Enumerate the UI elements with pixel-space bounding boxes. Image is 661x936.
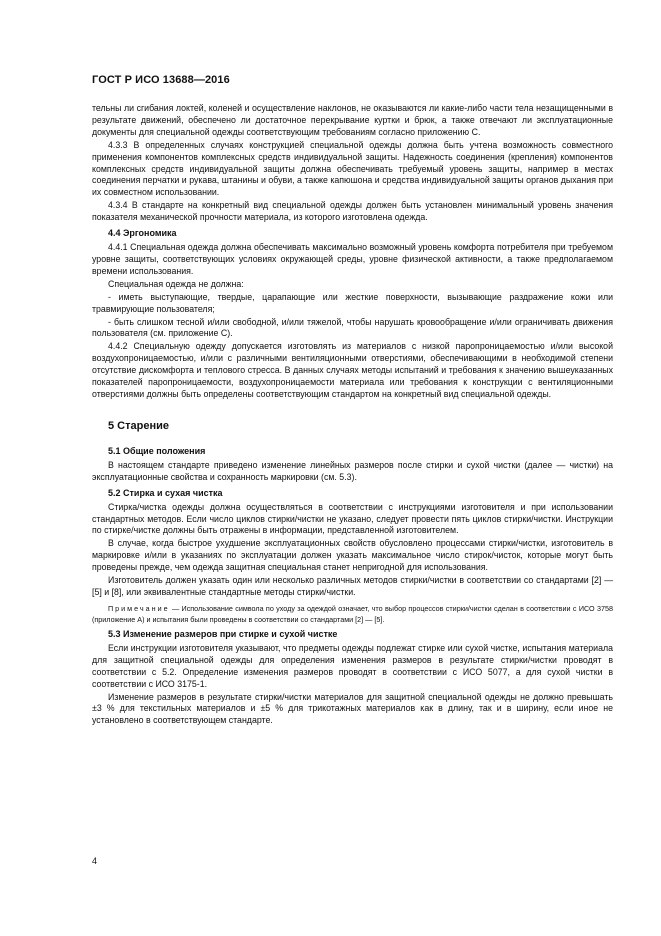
document-body (92, 103, 613, 728)
paragraph-5-2-c: Изготовитель должен указать один или несколько различных методов стирки/чистки в соответствии со стандартами [2] — [5] и [8], или эквивалентные стандартные методы стирки/чистки. (92, 575, 613, 597)
section-heading-5-2: 5.2 Стирка и сухая чистка (108, 487, 223, 498)
section-heading-4-4: 4.4 Эргономика (108, 228, 177, 239)
paragraph-4-3-3: 4.3.3 В определенных случаях конструкцией специальной одежды должна быть учтена возможность совместного применения компонентов комплексных средств индивидуальной защиты. Надежность соединения (крепления) компонентов комплексных средств индивидуальной защиты должна обеспечивать требуемый уровень защиты, например в местах соединения перчатки и рукава, штанины и обуви, а также капюшона и средства индивидуальной защиты органов дыхания при их совместном использовании. (92, 139, 613, 198)
note-text: — Использование символа по уходу за одеждой означает, что выбор процессов стирки/чистки сделан в соответствии с ИСО 3758 (приложение А) и испытания были проведены в соответствии со стандартами [2] — [5]. (92, 603, 613, 624)
paragraph-4-3-4: 4.3.4 В стандарте на конкретный вид специальной одежды должен быть установлен минимальный уровень значения показателя механической прочности материала, из которого изготовлена одежда. (92, 200, 613, 223)
page-number: 4 (92, 856, 98, 866)
paragraph-5-3-a: Если инструкции изготовителя указывают, что предметы одежды подлежат стирке или сухой чистке, испытания материала для защитной специальной одежды для определения изменения размеров в результате стирки/чистки проводят в соответствии с 5.2. Определение изменения размеров проводят в соответствии с ИСО 5077, а для сухой чистки в соответствии с ИСО 3175-1. (92, 642, 613, 689)
section-heading-5-3: 5.3 Изменение размеров при стирке и сухой чистке (108, 628, 338, 639)
note (92, 603, 613, 625)
paragraph-5-2-a: Стирка/чистка одежды должна осуществляться в соответствии с инструкциями изготовителя и при использовании стандартных методов. Если число циклов стирки/чистки не указано, следует провести пять циклов стирки/чистки. Инструкции по стирке/чистке должны быть отражены в информации, представленной изготовителем. (92, 501, 613, 536)
paragraph-5-2-b: В случае, когда быстрое ухудшение эксплуатационных свойств обусловлено процессами стирки/чистки, изготовитель в маркировке и/или в указаниях по эксплуатации должен указать максимальное число стирок/чисток, которые могут быть проведены прежде, чем одежда защитная специальная станет непригодной для использования. (92, 538, 613, 573)
paragraph-4-4-1: 4.4.1 Специальная одежда должна обеспечивать максимально возможный уровень комфорта потребителя при требуемом уровне защиты, соответствующих условиях окружающей среды, уровне физической активности, а также предполагаемом времени использования. (92, 242, 613, 276)
paragraph-5-1: В настоящем стандарте приведено изменение линейных размеров после стирки и сухой чистки (далее — чистки) на эксплуатационные свойства и сохранность маркировки (см. 5.3). (92, 459, 613, 482)
section-heading-5-1: 5.1 Общие положения (108, 445, 206, 456)
section-heading-5: 5 Старение (108, 419, 169, 432)
paragraph-4-4-2: 4.4.2 Специальную одежду допускается изготовлять из материалов с низкой паропроницаемостью и/или высокой воздухопроницаемостью, и/или с различными вентиляционными отверстиями, обеспечивающими в необходимой степени отсутствие дискомфорта и теплового стресса. В данных случаях методы испытаний и требования к значению вышеуказанных показателей паропроницаемости, воздухопроницаемости материала или требования к конструкции с вентиляционными отверстиями должны быть определены соответствующим стандартом на конкретный вид специальной одежды. (92, 341, 613, 399)
list-item: - иметь выступающие, твердые, царапающие или жесткие поверхности, вызывающие раздражение кожи или травмирующие пользователя; (92, 291, 613, 314)
paragraph-continuation: тельны ли сгибания локтей, коленей и осуществление наклонов, не оказываются ли какие-либо части тела незащищенными в результате движений, обеспечено ли достаточное перекрывание куртки и брюк, а также отвечают ли эксплуатационные документы для специальной одежды соответствующим требованиям согласно приложению С. (92, 103, 613, 137)
note-lead: Примечание (108, 603, 170, 613)
paragraph-must-not: Специальная одежда не должна: (108, 278, 244, 289)
list-item: - быть слишком тесной и/или свободной, и/или тяжелой, чтобы нарушать кровообращение и/или ограничивать движения пользователя (см. приложение С). (92, 316, 613, 339)
document-header: ГОСТ Р ИСО 13688—2016 (92, 74, 230, 86)
paragraph-5-3-b: Изменение размеров в результате стирки/чистки материалов для защитной специальной одежды не должно превышать ±3 % для текстильных материалов и ±5 % для трикотажных материалов как в длину, так и в ширину, если иное не установлено в соответствующем стандарте. (92, 691, 613, 726)
